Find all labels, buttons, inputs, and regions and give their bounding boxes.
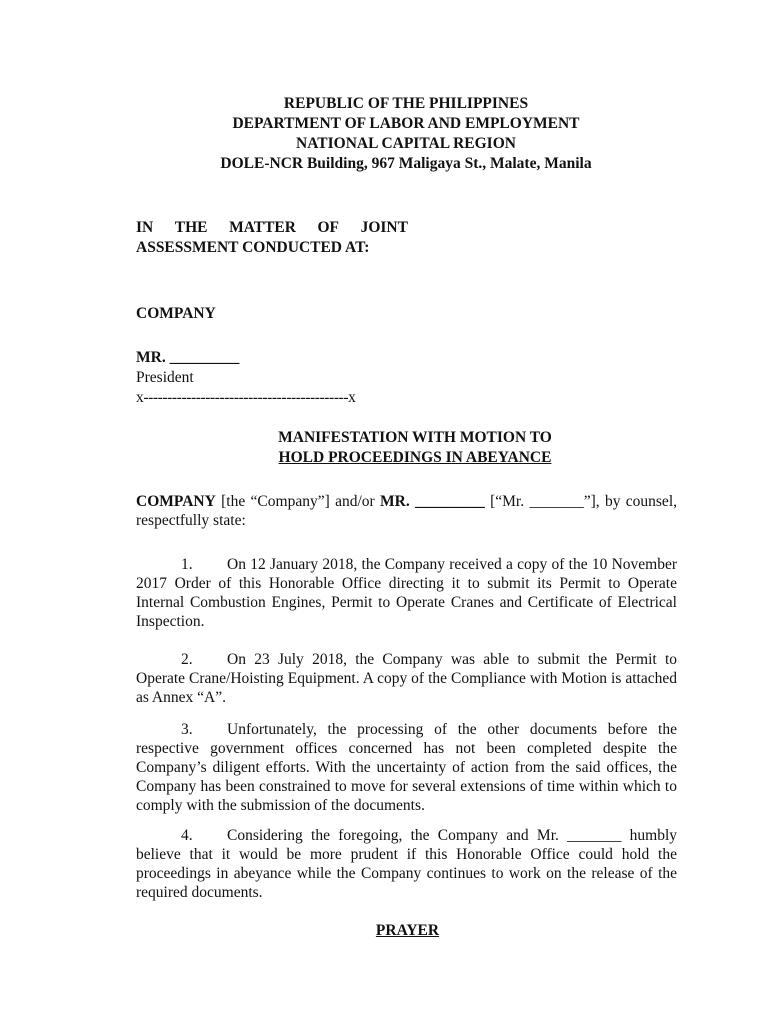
paragraph-text: On 23 July 2018, the Company was able to submit the Permit to Operate Crane/Hoisting Equipment. A copy of the Compliance with Motion is attached as Annex “A”. [136, 651, 677, 706]
case-caption [136, 218, 408, 258]
paragraph-4 [136, 826, 677, 902]
respondent-name: MR. _________ [136, 349, 240, 366]
respondent-role: President [136, 369, 194, 386]
caption-word: IN [136, 219, 154, 236]
title-line-2: HOLD PROCEEDINGS IN ABEYANCE [278, 449, 552, 466]
intro-mr: MR. _________ [380, 493, 485, 510]
caption-word: JOINT [360, 219, 408, 236]
caption-separator: x-------------------------------------------x [136, 389, 356, 406]
intro-paragraph [136, 492, 677, 530]
prayer-heading: PRAYER [375, 922, 440, 939]
paragraph-number: 4. [181, 827, 193, 844]
paragraph-text: On 12 January 2018, the Company received a copy of the 10 November 2017 Order of this Honorable Office directing it to submit its Permit to Operate Internal Combustion Engines, Permit to Operate Cranes and Certificate of Electrical Inspection. [136, 556, 677, 630]
caption-word: OF [317, 219, 340, 236]
paragraph-1 [136, 555, 677, 631]
paragraph-3 [136, 720, 677, 815]
respondent-block [136, 348, 355, 408]
intro-text-1: [the “Company”] and/or [215, 493, 380, 510]
caption-line-2: ASSESSMENT CONDUCTED AT: [136, 239, 370, 256]
header-address: DOLE-NCR Building, 967 Maligaya St., Malate, Manila [220, 155, 592, 172]
intro-text-2: [“Mr. _______”], by counsel, respectfully state: [136, 493, 677, 529]
header-republic: REPUBLIC OF THE PHILIPPINES [283, 95, 529, 112]
header-region: NATIONAL CAPITAL REGION [296, 135, 516, 152]
paragraph-number: 2. [181, 651, 193, 668]
paragraph-number: 1. [181, 556, 193, 573]
caption-line-1 [136, 218, 408, 238]
caption-word: THE [174, 219, 208, 236]
company-label: COMPANY [136, 305, 216, 322]
caption-word: MATTER [229, 219, 296, 236]
title-line-1: MANIFESTATION WITH MOTION TO [278, 429, 552, 446]
intro-company: COMPANY [136, 493, 216, 510]
paragraph-number: 3. [181, 721, 193, 738]
paragraph-2 [136, 650, 677, 707]
paragraph-text: Considering the foregoing, the Company and Mr. _______ humbly believe that it would be more prudent if this Honorable Office could hold the proceedings in abeyance while the Company continues to work on the release of the required documents. [136, 827, 677, 901]
header-department: DEPARTMENT OF LABOR AND EMPLOYMENT [232, 115, 580, 132]
document-header [0, 94, 768, 174]
document-title [0, 428, 768, 468]
paragraph-text: Unfortunately, the processing of the other documents before the respective government offices concerned has not been completed despite the Company’s diligent efforts. With the uncertainty of action from the said offices, the Company has been constrained to move for several extensions of time within which to comply with the submission of the documents. [136, 721, 677, 814]
